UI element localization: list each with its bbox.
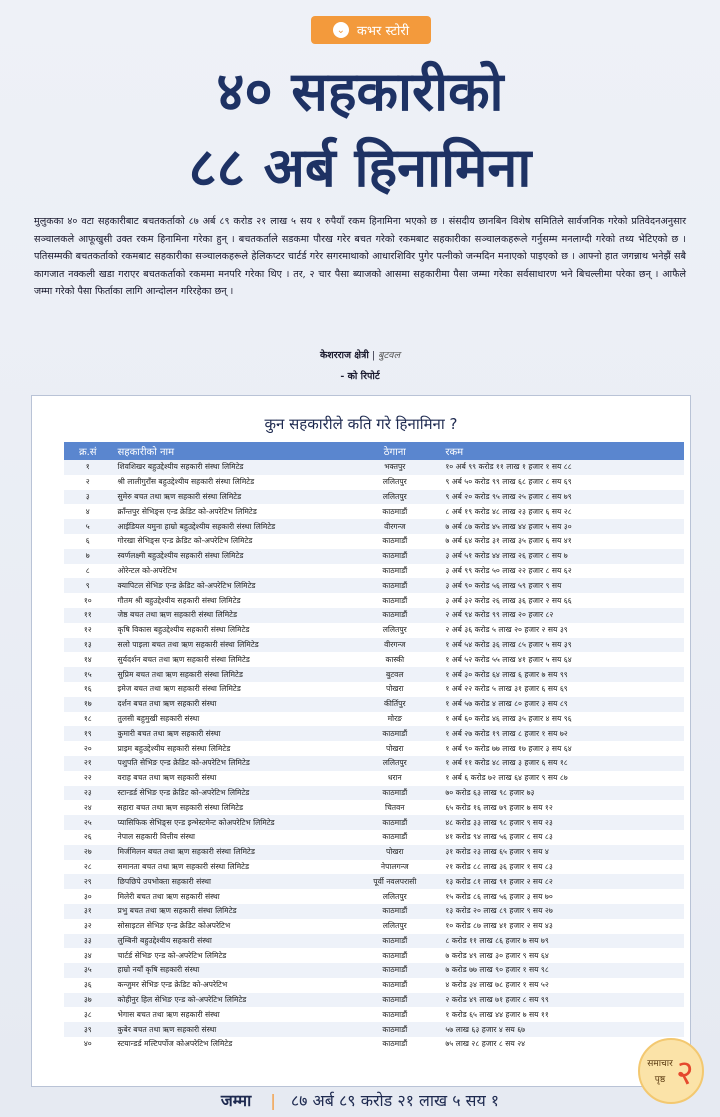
- cell-name: गौतम श्री बहुउद्देश्यीय सहकारी संस्था लिमिटेड: [117, 595, 241, 605]
- table-row: [64, 845, 684, 860]
- table-row: [64, 993, 684, 1008]
- header-place: ठेगाना: [383, 447, 406, 458]
- cell-amount: ६५ करोड १६ लाख ७९ हजार ७ सय १२: [445, 802, 553, 812]
- cell-place: मोरङ: [387, 713, 403, 723]
- cell-sn: ८: [85, 565, 90, 575]
- cell-amount: ३ अर्ब ३२ करोड २६ लाख ३६ हजार २ सय ६६: [445, 595, 572, 605]
- cell-name: क्राँन्तपुर सेभिङ्स एन्ड क्रेडिट को-अपरेटिभ लिमिटेड: [117, 506, 257, 516]
- cell-sn: १६: [83, 684, 92, 694]
- table-row: [64, 490, 684, 505]
- cell-sn: १०: [83, 595, 92, 605]
- cell-amount: १ अर्ब ९० करोड ७७ लाख १७ हजार ३ सय ६४: [445, 743, 572, 753]
- cell-amount: ४८ करोड ३३ लाख ९८ हजार ९ सय २३: [445, 817, 553, 827]
- table-row: [64, 475, 684, 490]
- cell-place: काठमाडौं: [382, 506, 408, 516]
- cell-amount: ७ करोड ७७ लाख ९० हजार १ सय ९८: [445, 965, 549, 975]
- table-row: [64, 948, 684, 963]
- cell-sn: ३२: [83, 921, 92, 931]
- table-row: [64, 623, 684, 638]
- cell-sn: २७: [83, 847, 92, 857]
- table-row: [64, 682, 684, 697]
- cell-name: समानता बचत तथा ऋण सहकारी संस्था लिमिटेड: [117, 861, 250, 871]
- chevron-down-icon: ⌄: [333, 22, 349, 38]
- cell-sn: २८: [83, 861, 92, 871]
- table-row: [64, 815, 684, 830]
- table-row: [64, 667, 684, 682]
- cell-sn: ६: [85, 536, 90, 546]
- cell-sn: ३७: [83, 995, 92, 1005]
- table-row: [64, 904, 684, 919]
- cell-name: कोहीनुर हिल सेभिङ एन्ड को-अपरेटिभ लिमिटेड: [117, 995, 247, 1005]
- table-row: [64, 1037, 684, 1052]
- cell-place: ललितपुर: [382, 758, 407, 768]
- cell-sn: २४: [83, 802, 92, 812]
- cell-sn: ३९: [83, 1024, 92, 1034]
- cell-place: कास्की: [385, 654, 405, 664]
- cell-place: बुटवल: [386, 669, 404, 679]
- cell-place: काठमाडौं: [382, 551, 408, 561]
- table-row: [64, 593, 684, 608]
- cell-place: काठमाडौं: [382, 1039, 408, 1049]
- cell-amount: ७० करोड ६३ लाख ९८ हजार ७३: [445, 787, 535, 797]
- cell-amount: १ अर्ब ११ करोड ४८ लाख ३ हजार ६ सय १८: [445, 758, 568, 768]
- table-row: [64, 800, 684, 815]
- cell-sn: १९: [83, 728, 92, 738]
- cell-amount: १ अर्ब ५७ करोड ४ लाख ८० हजार ३ सय ८९: [445, 699, 568, 709]
- cell-place: काठमाडौं: [382, 728, 408, 738]
- cell-name: क्यापिटल सेभिङ एन्ड क्रेडिट को-अपरेटिभ लिमिटेड: [117, 580, 256, 590]
- cell-amount: ८ अर्ब १९ करोड ४८ लाख २३ हजार ६ सय २८: [445, 506, 572, 516]
- table-row: [64, 504, 684, 519]
- header-sn: क्र.सं: [78, 447, 97, 458]
- cell-amount: ७ अर्ब ८७ करोड ४५ लाख ४४ हजार ५ सय ३०: [445, 521, 572, 531]
- total-label: जम्मा: [220, 1091, 252, 1110]
- cell-sn: २३: [83, 787, 92, 797]
- cell-amount: ४ करोड ३४ लाख ७८ हजार १ सय ५२: [445, 980, 549, 990]
- cell-amount: १३ करोड ८१ लाख ९१ हजार २ सय ८२: [445, 876, 553, 886]
- cell-amount: १ अर्ब २२ करोड ५ लाख ३१ हजार ६ सय ६९: [445, 684, 568, 694]
- cell-amount: १ अर्ब ६ करोड ७२ लाख ६४ हजार ९ सय ८७: [445, 773, 568, 783]
- cell-place: काठमाडौं: [382, 536, 408, 546]
- cell-name: श्री लालीगुराँस बहुउद्देश्यीय सहकारी संस्था लिमिटेड: [117, 477, 255, 487]
- cell-place: काठमाडौं: [382, 832, 408, 842]
- cell-name: सुमेरु बचत तथा ऋण सहकारी संस्था लिमिटेड: [117, 491, 242, 501]
- cell-sn: ४०: [83, 1039, 92, 1049]
- cell-name: कन्जुमर सेभिङ एन्ड क्रेडिट को-अपरेटिभ: [117, 980, 228, 990]
- cell-amount: २१ करोड ८८ लाख ३६ हजार १ सय ८३: [445, 861, 553, 871]
- cell-amount: ७ अर्ब ६४ करोड ३१ लाख ३५ हजार ६ सय ४१: [445, 536, 572, 546]
- header-name: सहकारीको नाम: [117, 447, 175, 458]
- cell-place: काठमाडौं: [382, 906, 408, 916]
- total-separator: |: [270, 1091, 276, 1110]
- cell-place: काठमाडौं: [382, 595, 408, 605]
- cell-sn: ३४: [83, 950, 92, 960]
- cell-sn: ११: [83, 610, 92, 620]
- cooperatives-table-card: [31, 395, 691, 1087]
- headline-line-2: ८८ अर्ब हिनामिना: [188, 135, 532, 199]
- cell-name: स्टयान्डर्ड मल्टिपर्पोज कोअपरेटिभ लिमिटेड: [117, 1039, 233, 1049]
- cell-place: ललितपुर: [382, 477, 407, 487]
- cell-name: पशुपति सेभिङ एन्ड क्रेडिट को-अपरेटिभ लिमिटेड: [117, 758, 250, 768]
- cell-place: चितवन: [385, 802, 405, 812]
- total-value: ८७ अर्ब ८९ करोड २१ लाख ५ सय १: [290, 1091, 500, 1110]
- table-row: [64, 608, 684, 623]
- cell-place: काठमाडौं: [382, 995, 408, 1005]
- cell-sn: २९: [83, 876, 92, 886]
- cell-place: ललितपुर: [382, 625, 407, 635]
- cell-sn: १२: [83, 625, 92, 635]
- cell-name: कुमारी बचत तथा ऋण सहकारी संस्था: [117, 728, 221, 738]
- table-row: [64, 578, 684, 593]
- cover-story-tag: [311, 16, 431, 44]
- cell-name: इमेज बचत तथा ऋण सहकारी संस्था लिमिटेड: [117, 684, 241, 694]
- cell-place: कीर्तिपुर: [384, 699, 406, 709]
- table-row: [64, 1007, 684, 1022]
- cell-name: प्रभु बचत तथा ऋण सहकारी संस्था लिमिटेड: [117, 906, 237, 916]
- cell-place: नेपालगन्ज: [380, 861, 409, 871]
- cell-sn: ३६: [83, 980, 92, 990]
- author-name: केशरराज क्षेत्री: [319, 350, 369, 361]
- cover-story-label: कभर स्टोरी: [356, 24, 410, 39]
- cell-amount: ९ अर्ब ५० करोड ९९ लाख ६८ हजार ८ सय ६९: [445, 477, 572, 487]
- cell-name: स्टान्डर्ड सेभिङ एन्ड क्रेडिट को-अपरेटिभ लिमिटेड: [117, 787, 250, 797]
- table-row: [64, 786, 684, 801]
- cell-amount: २ अर्ब ३६ करोड ५ लाख २० हजार २ सय ३९: [445, 625, 568, 635]
- cell-sn: ५: [85, 521, 90, 531]
- cell-place: काठमाडौं: [382, 787, 408, 797]
- cell-name: सुप्रिम बचत तथा ऋण सहकारी संस्था लिमिटेड: [117, 669, 243, 679]
- cell-name: ओरेन्टल को-अपरेटिभ: [117, 565, 177, 575]
- cell-name: सुर्यदर्शन बचत तथा ऋण सहकारी संस्था लिमिटेड: [117, 654, 250, 664]
- cell-name: प्यासिफिक सेभिङ्स एन्ड इन्भेस्टमेन्ट कोअपरेटिभ लिमिटेड: [117, 817, 275, 827]
- cell-amount: २ करोड ४९ लाख ७१ हजार ८ सय ९९: [445, 995, 549, 1005]
- cell-place: पोखरा: [386, 743, 404, 753]
- intro-paragraph: मुलुकका ४० वटा सहकारीबाट बचतकर्ताको ८७ अर्ब ८९ करोड २१ लाख ५ सय १ रुपैयाँ रकम हिनामिना भएको छ । संसदीय छानबिन विशेष समितिले सार्वजनिक गरेको प्रतिवेदनअनुसार सञ्चालकले आफूखुसी उक्त रकम हिनामिना गरेका हुन् । बचतकर्ताले सडकमा पौरख गरेर बचत गरेको रकमबाट सहकारीका सञ्चालकहरूले गर्नुसम्म मनलाग्दी गरेको तथ्य भेटिएको छ । पतिसम्मकी बचतकर्ताको रकमबाट सहकारीका सञ्चालकहरूले हेलिकप्टर चार्टर्ड गरेर सगरमाथाको आधारशिविर पुगेर पत्नीको जन्मदिन मनाएको पाइएको छ । आफ्नो हात जगन्नाथ भनेझैं सबै कागजात नक्कली खडा गराएर बचतकर्ताको रकममा मनपरि गरेका थिए । तर, २ चार पैसा ब्याजको आसमा सहकारीमा पैसा जम्मा गरेका सर्वसाधारण भने बिचल्लीमा परेका छन् । आफैले जम्मा गरेको पैसा फिर्ताका लागि आन्दोलन गरिरहेका छन् ।: [34, 216, 686, 297]
- badge-label-news: समाचार: [647, 1059, 673, 1069]
- badge-page-number: २: [676, 1053, 694, 1093]
- cell-name: कृषि विकास बहुउद्देश्यीय सहकारी संस्था लिमिटेड: [117, 625, 250, 635]
- table-row: [64, 741, 684, 756]
- cooperatives-table: [64, 442, 684, 1052]
- headline-line-1: ४० सहकारीको: [216, 59, 504, 123]
- cell-place: काठमाडौं: [382, 950, 408, 960]
- cell-place: काठमाडौं: [382, 580, 408, 590]
- cell-amount: १ अर्ब ५२ करोड ५५ लाख ४१ हजार ५ सय ६४: [445, 654, 572, 664]
- table-header: [64, 442, 684, 460]
- cell-sn: ९: [85, 580, 90, 590]
- cell-sn: ७: [85, 551, 90, 561]
- cell-amount: २ अर्ब ९४ करोड ९९ लाख २० हजार ८२: [445, 610, 554, 620]
- cell-sn: १५: [83, 669, 92, 679]
- cell-name: गोरखा सेभिङ्स एन्ड क्रेडिट को-अपरेटिभ लिमिटेड: [117, 536, 253, 546]
- table-row: [64, 460, 684, 475]
- cell-sn: २२: [83, 773, 92, 783]
- table-row: [64, 549, 684, 564]
- cell-name: आईडियल यमुना हाम्रो बहुउद्देश्यीय सहकारी संस्था लिमिटेड: [117, 521, 276, 531]
- cell-place: ललितपुर: [382, 921, 407, 931]
- cell-sn: १८: [83, 713, 92, 723]
- cell-amount: ७५ लाख २८ हजार ८ सय २४: [445, 1039, 526, 1049]
- cell-name: हाम्रो नयाँ कृषि सहकारी संस्था: [117, 965, 200, 975]
- cell-name: जेष्ठ बचत तथा ऋण सहकारी संस्था लिमिटेड: [117, 610, 238, 620]
- cell-amount: ५७ लाख ६३ हजार ४ सय ६७: [445, 1024, 526, 1034]
- cell-amount: ३ अर्ब ९९ करोड ५० लाख २२ हजार ८ सय ६२: [445, 565, 572, 575]
- table-body: [64, 460, 684, 1052]
- table-row: [64, 874, 684, 889]
- byline: केशरराज क्षेत्री | बुटवल: [319, 350, 401, 361]
- cell-name: सहारा बचत तथा ऋण सहकारी संस्था लिमिटेड: [117, 802, 244, 812]
- cell-sn: २१: [83, 758, 92, 768]
- cell-place: वीरगन्ज: [384, 521, 406, 531]
- table-row: [64, 534, 684, 549]
- cell-amount: ३ अर्ब ५१ करोड ४४ लाख २६ हजार ८ सय ७: [445, 551, 568, 561]
- report-label: - को रिपोर्ट: [340, 371, 380, 382]
- cell-sn: २०: [83, 743, 92, 753]
- cell-name: नेपाल सहकारी वित्तीय संस्था: [117, 832, 196, 842]
- cell-sn: २५: [83, 817, 92, 827]
- table-row: [64, 726, 684, 741]
- table-row: [64, 860, 684, 875]
- cell-place: काठमाडौं: [382, 980, 408, 990]
- cell-name: स्वर्णलक्ष्मी बहुउद्देश्यीय सहकारी संस्था लिमिटेड: [117, 551, 244, 561]
- table-row: [64, 564, 684, 579]
- cell-name: मिलेरी बचत तथा ऋण सहकारी संस्था: [117, 891, 220, 901]
- cell-name: सोसाइटल सेभिङ एन्ड क्रेडिट कोअपरेटिभ: [117, 921, 231, 931]
- cell-name: लुम्बिनी बहुउद्देश्यीय सहकारी संस्था: [117, 935, 212, 945]
- table-row: [64, 652, 684, 667]
- cell-place: काठमाडौं: [382, 610, 408, 620]
- cell-sn: १४: [83, 654, 92, 664]
- table-row: [64, 963, 684, 978]
- table-row: [64, 1022, 684, 1037]
- cell-sn: ३: [85, 491, 90, 501]
- table-row: [64, 519, 684, 534]
- cell-place: काठमाडौं: [382, 935, 408, 945]
- cell-place: ललितपुर: [382, 891, 407, 901]
- cell-sn: ३८: [83, 1009, 92, 1019]
- table-row: [64, 638, 684, 653]
- cell-sn: ४: [85, 506, 90, 516]
- cell-amount: १ अर्ब २७ करोड १९ लाख ८ हजार १ सय ७२: [445, 728, 568, 738]
- cell-amount: १३ करोड २० लाख ८९ हजार ९ सय २७: [445, 906, 553, 916]
- cell-sn: ३०: [83, 891, 92, 901]
- cell-sn: २६: [83, 832, 92, 842]
- cell-amount: ८ करोड ११ लाख ८६ हजार ७ सय ७९: [445, 935, 549, 945]
- total-row: [0, 1089, 720, 1111]
- cell-name: शिवशिखर बहुउद्देश्यीय सहकारी संस्था लिमिटेड: [117, 462, 244, 472]
- table-row: [64, 934, 684, 949]
- cell-amount: ३१ करोड २३ लाख ६५ हजार ९ सय ४: [445, 847, 549, 857]
- cell-place: वीरगन्ज: [384, 639, 406, 649]
- table-title: कुन सहकारीले कति गरे हिनामिना ?: [264, 415, 458, 433]
- cell-sn: २: [85, 477, 90, 487]
- cell-place: पोखरा: [386, 847, 404, 857]
- cell-name: दर्शन बचत तथा ऋण सहकारी संस्था: [117, 699, 217, 709]
- cell-name: चार्टर्ड सेभिङ एन्ड को-अपरेटिभ लिमिटेड: [117, 950, 227, 960]
- table-row: [64, 919, 684, 934]
- cell-place: काठमाडौं: [382, 565, 408, 575]
- cell-place: काठमाडौं: [382, 965, 408, 975]
- cell-sn: ३१: [83, 906, 92, 916]
- cell-sn: ३५: [83, 965, 92, 975]
- table-row: [64, 697, 684, 712]
- cell-amount: १० अर्ब ९९ करोड ११ लाख १ हजार १ सय ८८: [445, 462, 572, 472]
- cell-amount: १ अर्ब ५४ करोड ३६ लाख ८५ हजार ५ सय ३९: [445, 639, 572, 649]
- cell-name: मिर्जमिलन बचत तथा ऋण सहकारी संस्था लिमिटेड: [117, 847, 255, 857]
- cell-amount: १५ करोड ८६ लाख ५६ हजार ३ सय ७०: [445, 891, 553, 901]
- cell-name: छिपछिपे उपभोक्ता सहकारी संस्था: [117, 876, 211, 886]
- cell-sn: १३: [83, 639, 92, 649]
- cell-place: धरान: [387, 773, 402, 783]
- cell-place: काठमाडौं: [382, 817, 408, 827]
- table-row: [64, 756, 684, 771]
- table-row: [64, 771, 684, 786]
- cell-name: वराह बचत तथा ऋण सहकारी संस्था: [117, 773, 217, 783]
- cell-sn: १७: [83, 699, 92, 709]
- cell-sn: ३३: [83, 935, 92, 945]
- header-amount: रकम: [445, 447, 464, 458]
- table-row: [64, 889, 684, 904]
- cell-name: भेगास बचत तथा ऋण सहकारी संस्था: [117, 1009, 220, 1019]
- table-row: [64, 830, 684, 845]
- cell-amount: ३ अर्ब ९० करोड ५६ लाख ५९ हजार ९ सय: [445, 580, 562, 590]
- table-row: [64, 978, 684, 993]
- cell-sn: १: [85, 462, 90, 472]
- cell-place: काठमाडौं: [382, 1024, 408, 1034]
- cell-place: ललितपुर: [382, 491, 407, 501]
- cell-amount: १ अर्ब ६० करोड ४६ लाख ३५ हजार ४ सय ९६: [445, 713, 572, 723]
- cell-amount: १ अर्ब ३० करोड ६४ लाख ६ हजार ७ सय ९९: [445, 669, 568, 679]
- author-place: बुटवल: [378, 350, 401, 361]
- cell-name: सलो पाइला बचत तथा ऋण सहकारी संस्था लिमिटेड: [117, 639, 259, 649]
- cell-amount: १ करोड ६५ लाख ४४ हजार ७ सय ११: [445, 1009, 549, 1019]
- cell-amount: ४१ करोड ९४ लाख ५६ हजार ८ सय ८३: [445, 832, 553, 842]
- cell-place: काठमाडौं: [382, 1009, 408, 1019]
- cell-name: तुलसी बहुमुखी सहकारी संस्था: [117, 713, 200, 723]
- cell-place: भक्तपुर: [384, 462, 406, 472]
- badge-label-page: पृष्ठ: [654, 1075, 666, 1085]
- cell-place: पोखरा: [386, 684, 404, 694]
- cell-amount: ९ अर्ब २० करोड ९५ लाख २५ हजार ८ सय ७९: [445, 491, 572, 501]
- cell-amount: ७ करोड ४९ लाख ३० हजार ९ सय ६४: [445, 950, 549, 960]
- cell-name: कुबेर बचत तथा ऋण सहकारी संस्था: [117, 1024, 217, 1034]
- table-row: [64, 712, 684, 727]
- cell-amount: १० करोड ८७ लाख ४१ हजार २ सय ४३: [445, 921, 553, 931]
- cell-place: पूर्वी नवलपरासी: [373, 876, 417, 886]
- cell-name: प्राइम बहुउद्देश्यीय सहकारी संस्था लिमिटेड: [117, 743, 231, 753]
